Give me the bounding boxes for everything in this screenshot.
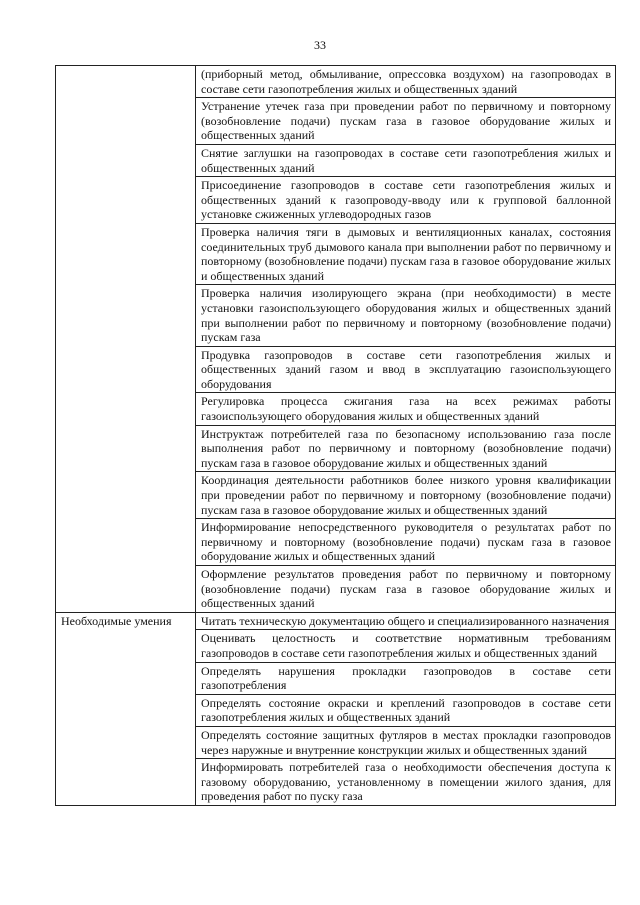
requirement-cell: Координация деятельности работников более низкого уровня квалификации при проведении работ по первичному и повторному (возобновление подачи) пускам газа в газовое оборудование жилых и общественных зданий (196, 472, 616, 519)
requirement-cell: (приборный метод, обмыливание, опрессовка воздухом) на газопроводах в составе сети газопотребления жилых и общественных зданий (196, 66, 616, 98)
requirement-cell: Регулировка процесса сжигания газа на всех режимах работы газоиспользующего оборудования жилых и общественных зданий (196, 393, 616, 425)
table-row (56, 612, 616, 630)
requirement-cell: Оценивать целостность и соответствие нормативным требованиям газопроводов в составе сети газопотребления жилых и общественных зданий (196, 630, 616, 662)
requirement-cell: Присоединение газопроводов в составе сети газопотребления жилых и общественных зданий к газопроводу-вводу или к групповой баллонной установке сжиженных углеводородных газов (196, 177, 616, 224)
page-number: 33 (314, 38, 326, 52)
requirement-cell: Оформление результатов проведения работ по первичному и повторному (возобновление подачи) пускам газа в газовое оборудование жилых и общественных зданий (196, 566, 616, 613)
requirement-cell: Определять состояние окраски и креплений газопроводов в составе сети газопотребления жилых и общественных зданий (196, 694, 616, 726)
requirements-table (55, 65, 616, 806)
requirement-cell: Информирование непосредственного руководителя о результатах работ по первичному и повторному (возобновление подачи) пускам газа в газовое оборудование жилых и общественных зданий (196, 519, 616, 566)
requirement-cell: Проверка наличия изолирующего экрана (при необходимости) в месте установки газоиспользующего оборудования жилых и общественных зданий при выполнении работ по первичному и повторному (возобновление подачи) пускам газа (196, 285, 616, 346)
requirement-cell: Устранение утечек газа при проведении работ по первичному и повторному (возобновление подачи) пускам газа в газовое оборудование жилых и общественных зданий (196, 98, 616, 145)
section-label (56, 66, 196, 613)
section-label: Необходимые умения (56, 612, 196, 805)
requirement-cell: Продувка газопроводов в составе сети газопотребления жилых и общественных зданий газом и ввод в эксплуатацию газоиспользующего оборудования (196, 346, 616, 393)
requirement-cell: Читать техническую документацию общего и специализированного назначения (196, 612, 616, 630)
requirement-cell: Информировать потребителей газа о необходимости обеспечения доступа к газовому оборудованию, установленному в помещении жилого здания, для проведения работ по пуску газа (196, 759, 616, 806)
requirement-cell: Снятие заглушки на газопроводах в составе сети газопотребления жилых и общественных зданий (196, 144, 616, 176)
table-body (56, 66, 616, 806)
requirement-cell: Определять состояние защитных футляров в местах прокладки газопроводов через наружные и внутренние конструкции жилых и общественных зданий (196, 726, 616, 758)
table-row (56, 66, 616, 98)
requirement-cell: Инструктаж потребителей газа по безопасному использованию газа после выполнения работ по первичному и повторному (возобновление подачи) пускам газа в газовое оборудование жилых и общественных зданий (196, 425, 616, 472)
requirement-cell: Проверка наличия тяги в дымовых и вентиляционных каналах, состояния соединительных труб дымового канала при выполнении работ по первичному и повторному (возобновление подачи) пускам газа в газовое оборудование жилых и общественных зданий (196, 223, 616, 284)
requirement-cell: Определять нарушения прокладки газопроводов в составе сети газопотребления (196, 662, 616, 694)
